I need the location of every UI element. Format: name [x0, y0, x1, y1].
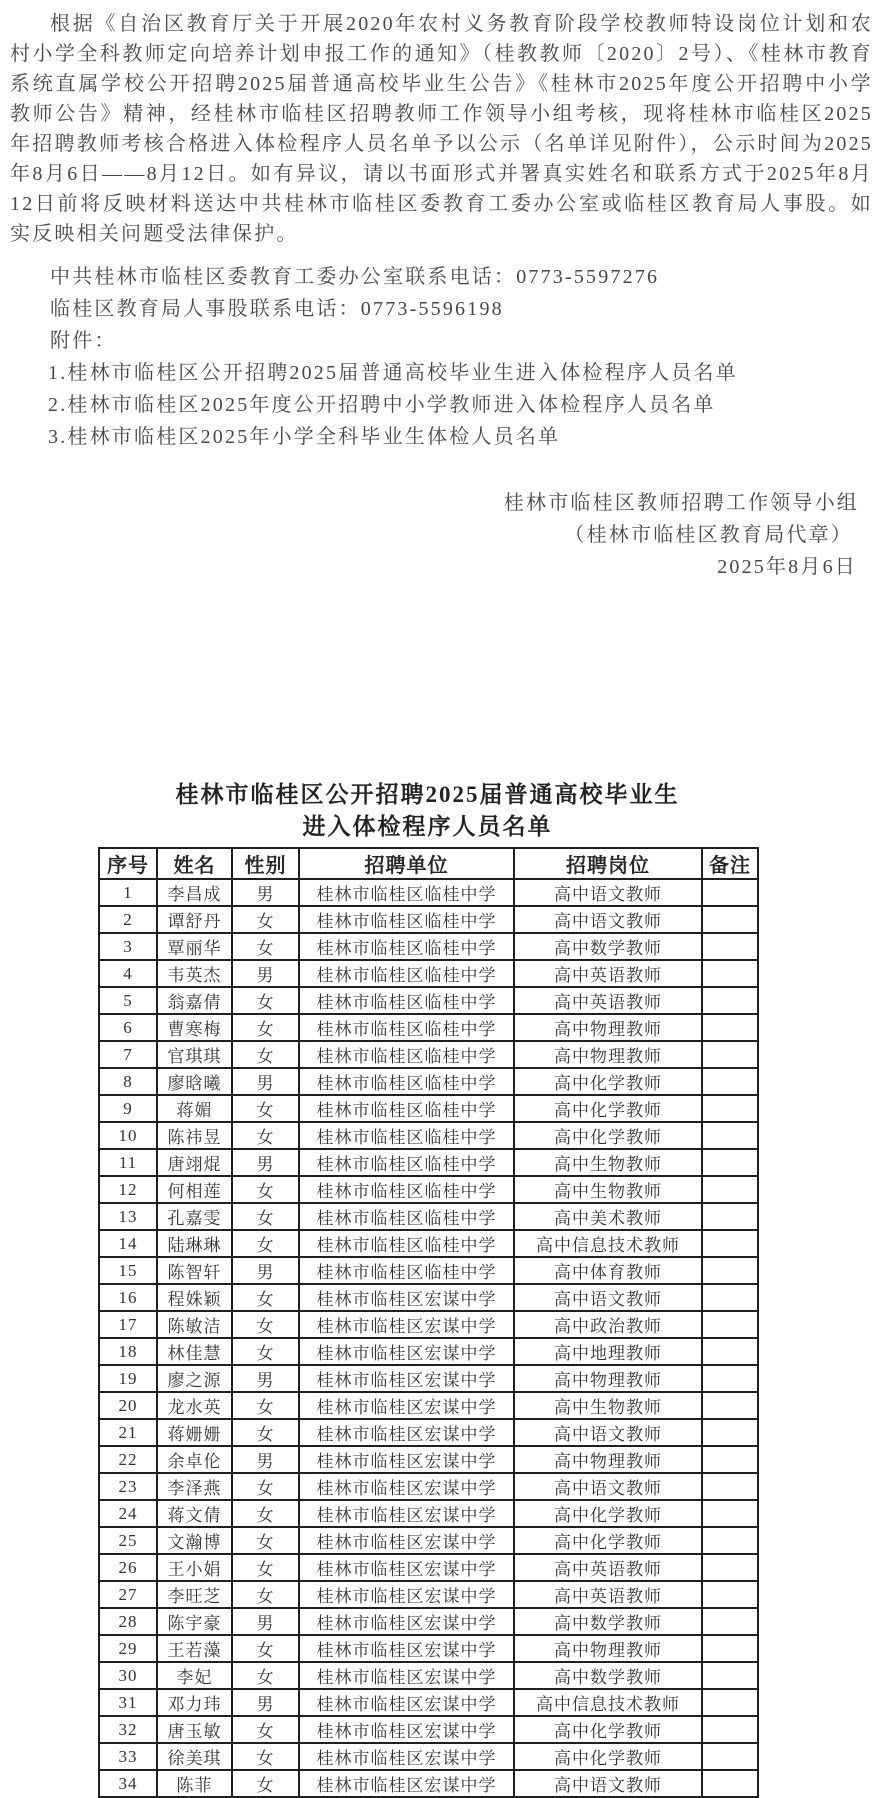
header-no: 序号: [99, 848, 157, 879]
cell-position: 高中物理教师: [514, 1041, 702, 1068]
table-row: [99, 1743, 758, 1770]
cell-remark: [702, 1635, 758, 1662]
cell-name: 陆琳琳: [157, 1230, 232, 1257]
cell-name: 官琪琪: [157, 1041, 232, 1068]
attachment-item-1: 1.桂林市临桂区公开招聘2025届普通高校毕业生进入体检程序人员名单: [48, 362, 738, 384]
cell-no: 14: [99, 1230, 157, 1257]
roster-table-body: [99, 879, 758, 1797]
cell-remark: [702, 1392, 758, 1419]
cell-unit: 桂林市临桂区临桂中学: [299, 1149, 514, 1176]
cell-remark: [702, 1473, 758, 1500]
cell-remark: [702, 1338, 758, 1365]
contact-and-attachments: [10, 261, 873, 453]
cell-unit: 桂林市临桂区临桂中学: [299, 1014, 514, 1041]
cell-name: 龙水英: [157, 1392, 232, 1419]
cell-unit: 桂林市临桂区临桂中学: [299, 906, 514, 933]
cell-position: 高中地理教师: [514, 1338, 702, 1365]
cell-name: 蒋文倩: [157, 1500, 232, 1527]
cell-gender: 女: [232, 1500, 299, 1527]
cell-remark: [702, 1311, 758, 1338]
cell-remark: [702, 960, 758, 987]
announcement-paragraph: 根据《自治区教育厅关于开展2020年农村义务教育阶段学校教师特设岗位计划和农村小学全科教师定向培养计划申报工作的通知》（桂教教师〔2020〕2号）、《桂林市教育系统直属学校公开招聘2025届普通高校毕业生公告》《桂林市2025年度公开招聘中小学教师公告》精神，经桂林市临桂区招聘教师工作领导小组考核，现将桂林市临桂区2025年招聘教师考核合格进入体检程序人员名单予以公示（名单详见附件），公示时间为2025年8月6日——8月12日。如有异议，请以书面形式并署真实姓名和联系方式于2025年8月12日前将反映材料送达中共桂林市临桂区委教育工委办公室或临桂区教育局人事股。如实反映相关问题受法律保护。: [10, 13, 873, 245]
table-row: [99, 1473, 758, 1500]
roster-title-line-1: 桂林市临桂区公开招聘2025届普通高校毕业生: [175, 782, 680, 807]
cell-name: 廖晗曦: [157, 1068, 232, 1095]
table-row: [99, 1392, 758, 1419]
cell-gender: 女: [232, 1635, 299, 1662]
cell-unit: 桂林市临桂区宏谋中学: [299, 1581, 514, 1608]
cell-unit: 桂林市临桂区宏谋中学: [299, 1365, 514, 1392]
cell-position: 高中数学教师: [514, 933, 702, 960]
cell-remark: [702, 1581, 758, 1608]
cell-unit: 桂林市临桂区临桂中学: [299, 879, 514, 906]
cell-unit: 桂林市临桂区宏谋中学: [299, 1311, 514, 1338]
cell-unit: 桂林市临桂区临桂中学: [299, 1095, 514, 1122]
cell-unit: 桂林市临桂区宏谋中学: [299, 1284, 514, 1311]
header-name: 姓名: [157, 848, 232, 879]
cell-remark: [702, 1014, 758, 1041]
cell-name: 李旺芝: [157, 1581, 232, 1608]
cell-no: 1: [99, 879, 157, 906]
cell-gender: 女: [232, 1203, 299, 1230]
cell-gender: 男: [232, 1689, 299, 1716]
signature-seal-note: （桂林市临桂区教育局代章）: [564, 524, 853, 546]
cell-remark: [702, 1041, 758, 1068]
cell-gender: 女: [232, 1122, 299, 1149]
cell-name: 廖之源: [157, 1365, 232, 1392]
cell-name: 李昌成: [157, 879, 232, 906]
cell-position: 高中语文教师: [514, 1473, 702, 1500]
cell-gender: 女: [232, 1716, 299, 1743]
contact-phone-line-2: 临桂区教育局人事股联系电话：0773-5596198: [50, 298, 504, 320]
cell-position: 高中生物教师: [514, 1149, 702, 1176]
cell-remark: [702, 1500, 758, 1527]
cell-unit: 桂林市临桂区临桂中学: [299, 1041, 514, 1068]
cell-remark: [702, 1230, 758, 1257]
cell-gender: 男: [232, 960, 299, 987]
cell-no: 24: [99, 1500, 157, 1527]
cell-gender: 女: [232, 1176, 299, 1203]
cell-remark: [702, 1770, 758, 1797]
cell-position: 高中化学教师: [514, 1122, 702, 1149]
header-unit: 招聘单位: [299, 848, 514, 879]
table-row: [99, 1176, 758, 1203]
cell-name: 何相莲: [157, 1176, 232, 1203]
table-row: [99, 906, 758, 933]
cell-remark: [702, 987, 758, 1014]
table-row: [99, 1365, 758, 1392]
cell-position: 高中数学教师: [514, 1662, 702, 1689]
cell-remark: [702, 1662, 758, 1689]
cell-unit: 桂林市临桂区临桂中学: [299, 1122, 514, 1149]
cell-position: 高中化学教师: [514, 1743, 702, 1770]
cell-unit: 桂林市临桂区宏谋中学: [299, 1338, 514, 1365]
cell-remark: [702, 1716, 758, 1743]
cell-remark: [702, 1554, 758, 1581]
cell-unit: 桂林市临桂区宏谋中学: [299, 1554, 514, 1581]
table-row: [99, 1149, 758, 1176]
table-row: [99, 1203, 758, 1230]
cell-no: 7: [99, 1041, 157, 1068]
cell-gender: 女: [232, 906, 299, 933]
cell-no: 21: [99, 1419, 157, 1446]
cell-remark: [702, 1176, 758, 1203]
cell-name: 文瀚博: [157, 1527, 232, 1554]
table-row: [99, 960, 758, 987]
cell-name: 陈敏洁: [157, 1311, 232, 1338]
cell-remark: [702, 1689, 758, 1716]
signature-block: [10, 487, 873, 583]
roster-section: [98, 779, 757, 1798]
cell-name: 程姝颖: [157, 1284, 232, 1311]
attachments-label: 附件：: [50, 330, 117, 352]
cell-unit: 桂林市临桂区宏谋中学: [299, 1662, 514, 1689]
table-row: [99, 1284, 758, 1311]
cell-name: 蒋姗姗: [157, 1419, 232, 1446]
cell-no: 8: [99, 1068, 157, 1095]
signature-organization: 桂林市临桂区教师招聘工作领导小组: [503, 492, 859, 514]
cell-remark: [702, 1743, 758, 1770]
cell-no: 10: [99, 1122, 157, 1149]
contact-phone-line-1: 中共桂林市临桂区委教育工委办公室联系电话：0773-5597276: [50, 266, 660, 288]
cell-remark: [702, 1068, 758, 1095]
cell-no: 20: [99, 1392, 157, 1419]
cell-unit: 桂林市临桂区宏谋中学: [299, 1689, 514, 1716]
cell-no: 33: [99, 1743, 157, 1770]
roster-table: [98, 847, 759, 1798]
cell-unit: 桂林市临桂区宏谋中学: [299, 1716, 514, 1743]
cell-name: 唐翊焜: [157, 1149, 232, 1176]
cell-position: 高中化学教师: [514, 1068, 702, 1095]
cell-position: 高中英语教师: [514, 1554, 702, 1581]
cell-unit: 桂林市临桂区宏谋中学: [299, 1473, 514, 1500]
cell-no: 29: [99, 1635, 157, 1662]
cell-gender: 女: [232, 1338, 299, 1365]
table-row: [99, 1608, 758, 1635]
cell-no: 26: [99, 1554, 157, 1581]
cell-gender: 女: [232, 1014, 299, 1041]
table-row: [99, 1635, 758, 1662]
cell-remark: [702, 1122, 758, 1149]
cell-remark: [702, 1446, 758, 1473]
cell-unit: 桂林市临桂区宏谋中学: [299, 1743, 514, 1770]
table-row: [99, 879, 758, 906]
cell-position: 高中体育教师: [514, 1257, 702, 1284]
cell-no: 18: [99, 1338, 157, 1365]
table-row: [99, 1770, 758, 1797]
cell-gender: 女: [232, 1554, 299, 1581]
cell-name: 陈菲: [157, 1770, 232, 1797]
cell-gender: 男: [232, 1446, 299, 1473]
table-row: [99, 1446, 758, 1473]
table-row: [99, 1095, 758, 1122]
cell-position: 高中数学教师: [514, 1608, 702, 1635]
header-gender: 性别: [232, 848, 299, 879]
cell-no: 6: [99, 1014, 157, 1041]
cell-name: 余卓伦: [157, 1446, 232, 1473]
cell-remark: [702, 1419, 758, 1446]
cell-name: 韦英杰: [157, 960, 232, 987]
cell-no: 9: [99, 1095, 157, 1122]
cell-gender: 女: [232, 1419, 299, 1446]
cell-gender: 男: [232, 1068, 299, 1095]
cell-name: 孔嘉雯: [157, 1203, 232, 1230]
cell-gender: 女: [232, 1041, 299, 1068]
cell-no: 4: [99, 960, 157, 987]
table-row: [99, 1500, 758, 1527]
cell-unit: 桂林市临桂区宏谋中学: [299, 1500, 514, 1527]
cell-position: 高中语文教师: [514, 1419, 702, 1446]
cell-position: 高中美术教师: [514, 1203, 702, 1230]
table-row: [99, 1527, 758, 1554]
cell-position: 高中化学教师: [514, 1095, 702, 1122]
cell-remark: [702, 1095, 758, 1122]
cell-gender: 男: [232, 1608, 299, 1635]
cell-remark: [702, 906, 758, 933]
attachment-item-2: 2.桂林市临桂区2025年度公开招聘中小学教师进入体检程序人员名单: [48, 394, 716, 416]
cell-position: 高中物理教师: [514, 1446, 702, 1473]
cell-no: 23: [99, 1473, 157, 1500]
cell-position: 高中语文教师: [514, 1770, 702, 1797]
table-row: [99, 1230, 758, 1257]
cell-remark: [702, 1527, 758, 1554]
cell-gender: 女: [232, 1284, 299, 1311]
cell-no: 32: [99, 1716, 157, 1743]
table-row: [99, 1014, 758, 1041]
cell-no: 30: [99, 1662, 157, 1689]
cell-no: 19: [99, 1365, 157, 1392]
cell-position: 高中物理教师: [514, 1635, 702, 1662]
cell-unit: 桂林市临桂区宏谋中学: [299, 1446, 514, 1473]
cell-gender: 男: [232, 1149, 299, 1176]
cell-name: 李泽燕: [157, 1473, 232, 1500]
cell-no: 16: [99, 1284, 157, 1311]
table-row: [99, 1122, 758, 1149]
table-row: [99, 1311, 758, 1338]
header-position: 招聘岗位: [514, 848, 702, 879]
signature-date: 2025年8月6日: [717, 556, 857, 578]
cell-gender: 女: [232, 987, 299, 1014]
cell-unit: 桂林市临桂区宏谋中学: [299, 1770, 514, 1797]
cell-name: 陈宇豪: [157, 1608, 232, 1635]
cell-unit: 桂林市临桂区临桂中学: [299, 1068, 514, 1095]
cell-gender: 女: [232, 1230, 299, 1257]
table-row: [99, 1041, 758, 1068]
cell-position: 高中信息技术教师: [514, 1689, 702, 1716]
cell-unit: 桂林市临桂区宏谋中学: [299, 1419, 514, 1446]
table-row: [99, 1581, 758, 1608]
cell-gender: 女: [232, 1662, 299, 1689]
roster-title: [98, 779, 757, 843]
cell-position: 高中生物教师: [514, 1392, 702, 1419]
cell-no: 31: [99, 1689, 157, 1716]
cell-unit: 桂林市临桂区宏谋中学: [299, 1392, 514, 1419]
cell-position: 高中物理教师: [514, 1365, 702, 1392]
cell-name: 王小娟: [157, 1554, 232, 1581]
cell-gender: 女: [232, 1473, 299, 1500]
table-header-row: [99, 848, 758, 879]
cell-no: 27: [99, 1581, 157, 1608]
cell-position: 高中英语教师: [514, 1581, 702, 1608]
cell-gender: 女: [232, 933, 299, 960]
cell-unit: 桂林市临桂区宏谋中学: [299, 1527, 514, 1554]
cell-name: 翁嘉倩: [157, 987, 232, 1014]
cell-name: 陈智轩: [157, 1257, 232, 1284]
cell-name: 邓力玮: [157, 1689, 232, 1716]
cell-unit: 桂林市临桂区临桂中学: [299, 1230, 514, 1257]
table-row: [99, 1338, 758, 1365]
cell-gender: 女: [232, 1743, 299, 1770]
cell-remark: [702, 933, 758, 960]
cell-gender: 女: [232, 1581, 299, 1608]
cell-name: 王若藻: [157, 1635, 232, 1662]
table-row: [99, 1662, 758, 1689]
cell-gender: 男: [232, 1365, 299, 1392]
header-remark: 备注: [702, 848, 758, 879]
cell-name: 徐美琪: [157, 1743, 232, 1770]
cell-remark: [702, 1257, 758, 1284]
cell-name: 林佳慧: [157, 1338, 232, 1365]
cell-gender: 女: [232, 1392, 299, 1419]
cell-position: 高中语文教师: [514, 1284, 702, 1311]
cell-name: 唐玉敏: [157, 1716, 232, 1743]
table-row: [99, 1554, 758, 1581]
cell-name: 蒋媚: [157, 1095, 232, 1122]
cell-gender: 女: [232, 1527, 299, 1554]
cell-remark: [702, 879, 758, 906]
cell-position: 高中语文教师: [514, 906, 702, 933]
cell-gender: 女: [232, 1095, 299, 1122]
cell-unit: 桂林市临桂区临桂中学: [299, 1176, 514, 1203]
cell-no: 12: [99, 1176, 157, 1203]
table-row: [99, 1068, 758, 1095]
cell-name: 李妃: [157, 1662, 232, 1689]
cell-name: 陈祎昱: [157, 1122, 232, 1149]
cell-name: 谭舒丹: [157, 906, 232, 933]
cell-position: 高中化学教师: [514, 1716, 702, 1743]
cell-gender: 女: [232, 1311, 299, 1338]
cell-position: 高中语文教师: [514, 879, 702, 906]
table-row: [99, 933, 758, 960]
table-row: [99, 1689, 758, 1716]
cell-position: 高中生物教师: [514, 1176, 702, 1203]
cell-unit: 桂林市临桂区宏谋中学: [299, 1608, 514, 1635]
table-row: [99, 1716, 758, 1743]
cell-remark: [702, 1608, 758, 1635]
cell-no: 15: [99, 1257, 157, 1284]
cell-gender: 男: [232, 879, 299, 906]
cell-unit: 桂林市临桂区临桂中学: [299, 1257, 514, 1284]
cell-no: 17: [99, 1311, 157, 1338]
cell-position: 高中化学教师: [514, 1527, 702, 1554]
cell-position: 高中英语教师: [514, 960, 702, 987]
table-row: [99, 1419, 758, 1446]
cell-unit: 桂林市临桂区临桂中学: [299, 1203, 514, 1230]
cell-remark: [702, 1203, 758, 1230]
attachment-item-3: 3.桂林市临桂区2025年小学全科毕业生体检人员名单: [48, 426, 561, 448]
cell-unit: 桂林市临桂区临桂中学: [299, 987, 514, 1014]
cell-unit: 桂林市临桂区临桂中学: [299, 933, 514, 960]
table-row: [99, 987, 758, 1014]
table-row: [99, 1257, 758, 1284]
cell-name: 曹寒梅: [157, 1014, 232, 1041]
roster-title-line-2: 进入体检程序人员名单: [302, 814, 553, 839]
cell-position: 高中政治教师: [514, 1311, 702, 1338]
cell-position: 高中英语教师: [514, 987, 702, 1014]
cell-position: 高中化学教师: [514, 1500, 702, 1527]
cell-remark: [702, 1149, 758, 1176]
cell-gender: 男: [232, 1257, 299, 1284]
cell-gender: 女: [232, 1770, 299, 1797]
cell-name: 覃丽华: [157, 933, 232, 960]
cell-no: 3: [99, 933, 157, 960]
cell-no: 25: [99, 1527, 157, 1554]
cell-no: 2: [99, 906, 157, 933]
cell-position: 高中物理教师: [514, 1014, 702, 1041]
cell-no: 22: [99, 1446, 157, 1473]
cell-remark: [702, 1284, 758, 1311]
cell-unit: 桂林市临桂区临桂中学: [299, 960, 514, 987]
cell-position: 高中信息技术教师: [514, 1230, 702, 1257]
cell-no: 34: [99, 1770, 157, 1797]
cell-unit: 桂林市临桂区宏谋中学: [299, 1635, 514, 1662]
cell-no: 28: [99, 1608, 157, 1635]
cell-remark: [702, 1365, 758, 1392]
cell-no: 5: [99, 987, 157, 1014]
cell-no: 13: [99, 1203, 157, 1230]
cell-no: 11: [99, 1149, 157, 1176]
